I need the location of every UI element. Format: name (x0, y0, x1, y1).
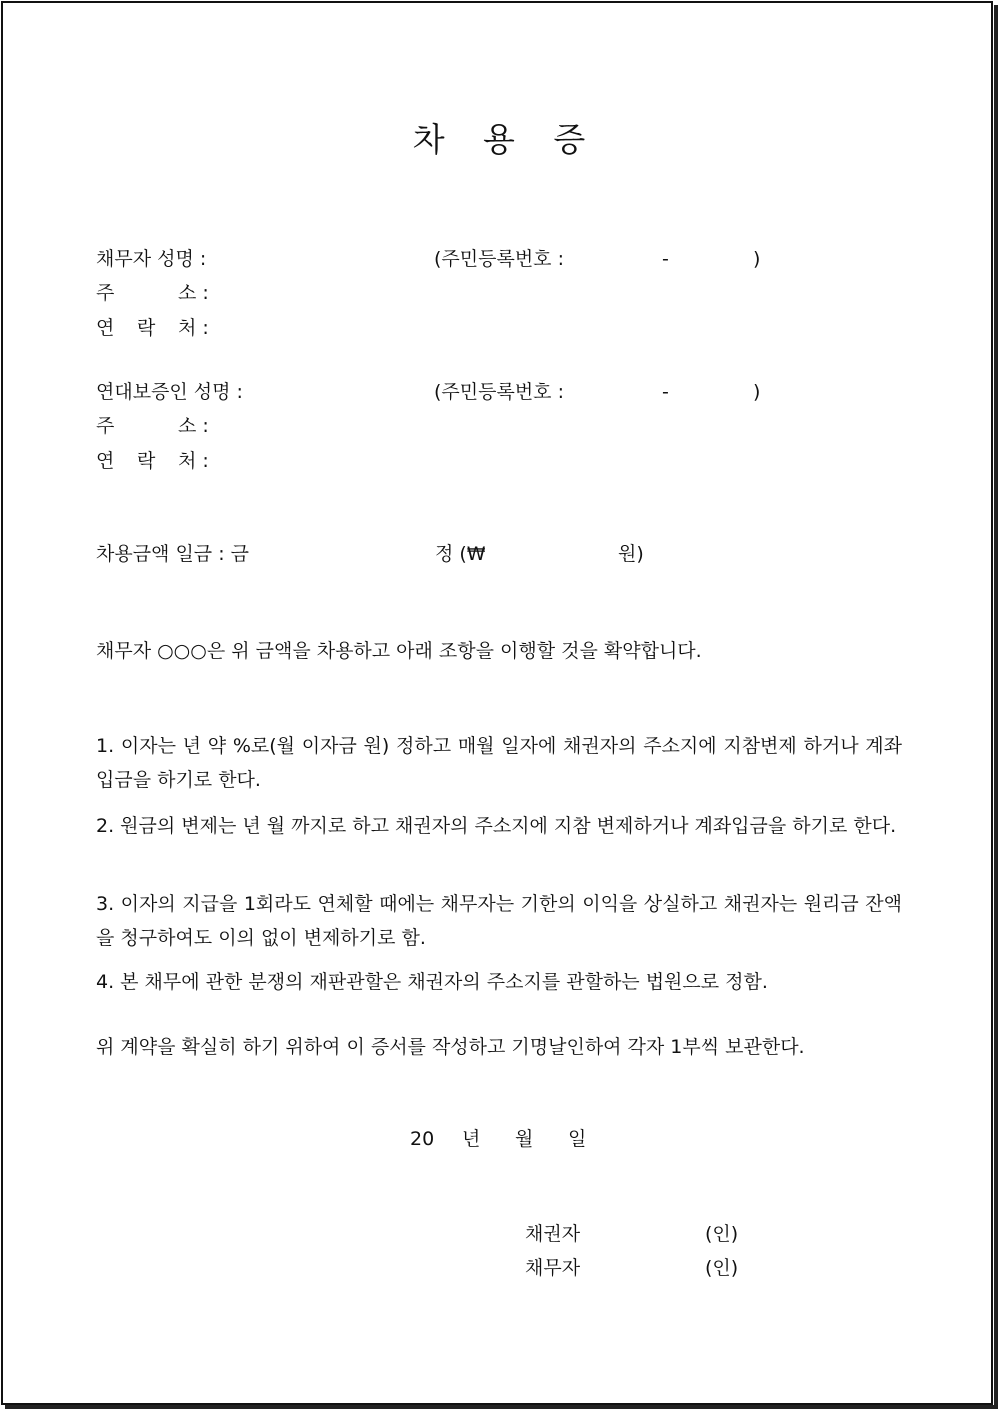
document-title: 차 용 증 (412, 120, 600, 159)
debtor-address-char2: 소 : (178, 282, 209, 304)
date-day: 일 (568, 1128, 587, 1150)
clause-3: 3. 이자의 지급을 1회라도 연체할 때에는 채무자는 기한의 이익을 상실하고 채권자는 원리금 잔액을 청구하여도 이의 없이 변제하기로 함. (96, 893, 902, 949)
debtor-contact-char1: 연 (96, 317, 115, 339)
guarantor-id-close: ) (753, 381, 761, 403)
date-year-prefix: 20 (410, 1128, 435, 1150)
creditor-label: 채권자 (525, 1223, 581, 1245)
creditor-seal: (인) (705, 1223, 739, 1245)
guarantor-id-label: (주민등록번호 : (434, 381, 564, 403)
page-border (1, 1, 993, 1405)
guarantor-id-dash: - (662, 381, 669, 403)
guarantor-address-char1: 주 (96, 415, 115, 437)
debtor-id-dash: - (662, 248, 669, 270)
clause-4: 4. 본 채무에 관한 분쟁의 재판관할은 채권자의 주소지를 관할하는 법원으로 정함. (96, 971, 768, 993)
clause-2: 2. 원금의 변제는 년 월 까지로 하고 채권자의 주소지에 지참 변제하거나 계좌입금을 하기로 한다. (96, 815, 897, 837)
closing-sentence: 위 계약을 확실히 하기 위하여 이 증서를 작성하고 기명날인하여 각자 1부씩 보관한다. (96, 1036, 805, 1058)
loan-amount-label: 차용금액 일금 : 금 (96, 543, 249, 565)
debtor-contact-char3: 처 : (178, 317, 209, 339)
guarantor-contact-char2: 락 (137, 450, 156, 472)
debtor-id-close: ) (753, 248, 761, 270)
loan-amount-jeong: 정 (₩ (435, 543, 486, 565)
debtor-label: 채무자 (525, 1257, 581, 1279)
guarantor-contact-char1: 연 (96, 450, 115, 472)
clause-1: 1. 이자는 년 약 %로(월 이자금 원) 정하고 매월 일자에 채권자의 주소지에 지참변제 하거나 계좌입금을 하기로 한다. (96, 735, 902, 791)
date-month: 월 (515, 1128, 534, 1150)
debtor-contact-char2: 락 (137, 317, 156, 339)
debtor-seal: (인) (705, 1257, 739, 1279)
debtor-name-label: 채무자 성명 : (96, 248, 207, 270)
page-border-shadow-right (994, 5, 998, 1409)
pledge-sentence: 채무자 ○○○은 위 금액을 차용하고 아래 조항을 이행할 것을 확약합니다. (96, 640, 702, 662)
debtor-address-char1: 주 (96, 282, 115, 304)
guarantor-contact-char3: 처 : (178, 450, 209, 472)
loan-amount-won: 원) (618, 543, 644, 565)
page-border-shadow-bottom (5, 1405, 998, 1409)
guarantor-address-char2: 소 : (178, 415, 209, 437)
guarantor-name-label: 연대보증인 성명 : (96, 381, 243, 403)
date-year: 년 (462, 1128, 481, 1150)
debtor-id-label: (주민등록번호 : (434, 248, 564, 270)
